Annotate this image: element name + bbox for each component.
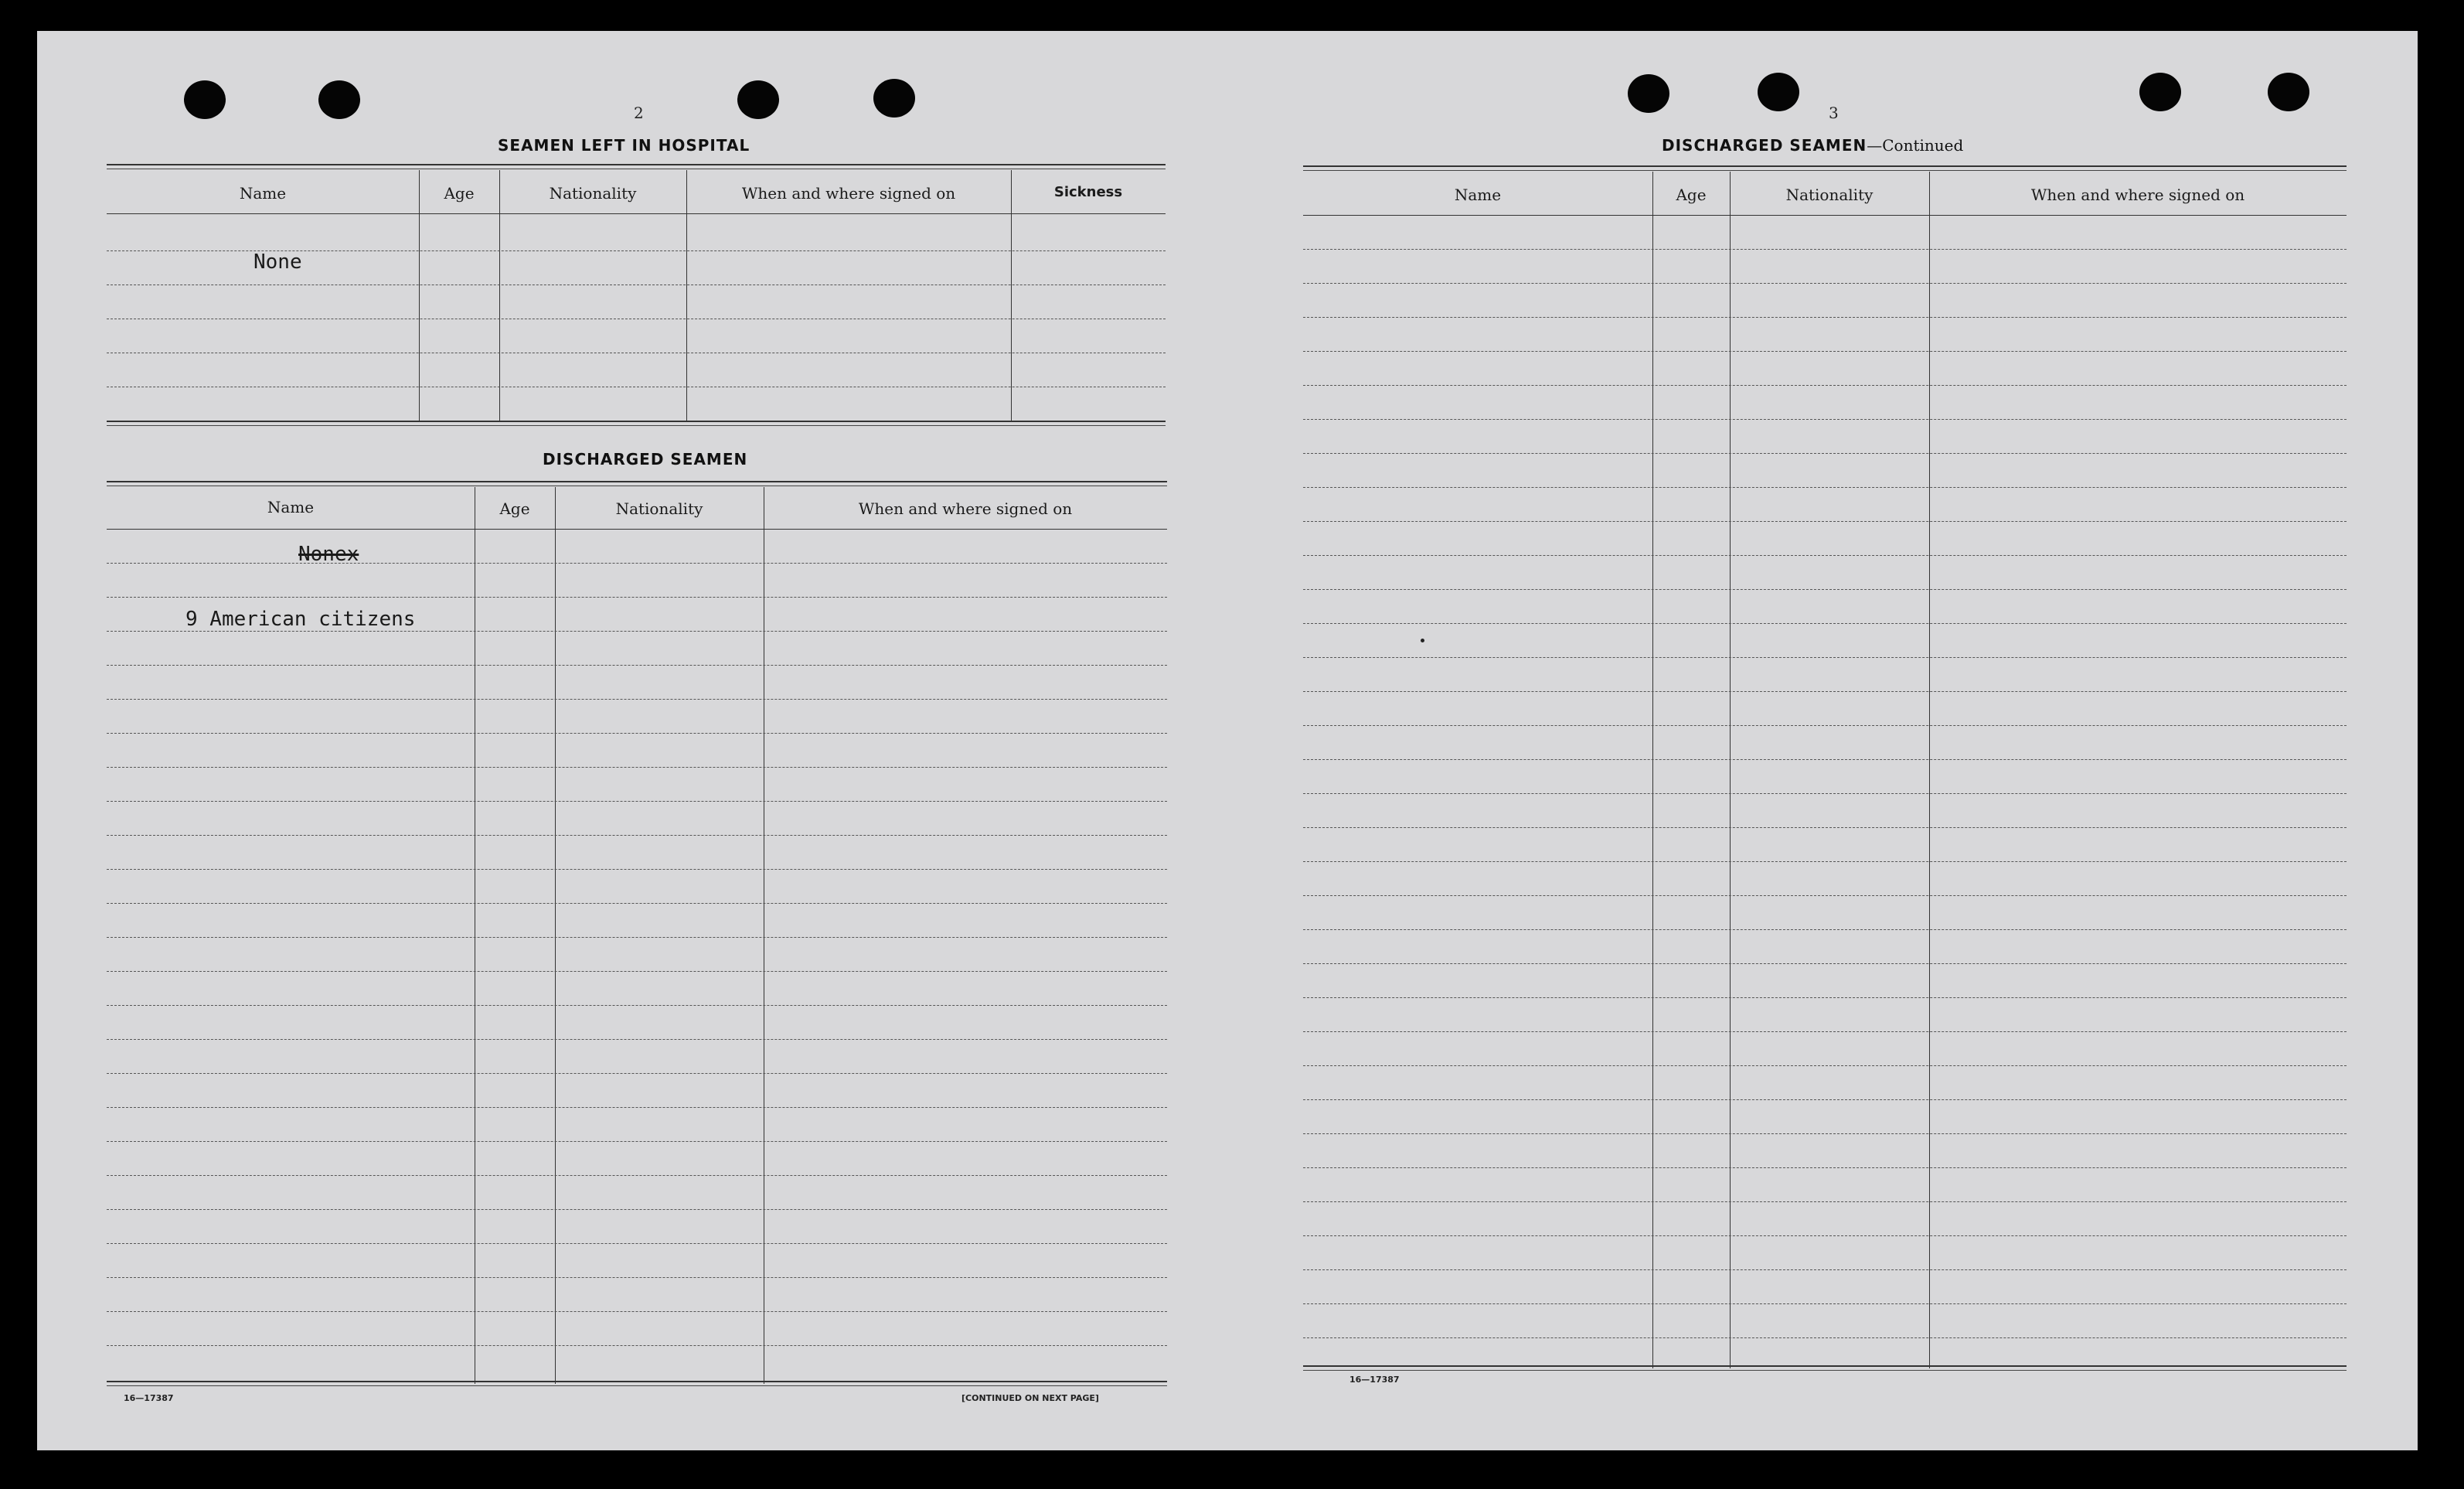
discharged-table-right xyxy=(1303,165,2347,1371)
title-continued: —Continued xyxy=(1867,136,1964,155)
discharged-entry-citizens: 9 American citizens xyxy=(185,608,416,631)
col-header-name: Name xyxy=(267,498,315,516)
punch-hole xyxy=(318,80,360,119)
title-main: DISCHARGED SEAMEN xyxy=(1662,136,1867,155)
punch-hole xyxy=(873,79,915,118)
col-header-age: Age xyxy=(444,184,475,203)
punch-hole xyxy=(737,80,779,119)
discharged-continued-title xyxy=(1662,136,1963,155)
page-number-right: 3 xyxy=(1829,104,1839,122)
col-header-sickness: Sickness xyxy=(1053,184,1123,200)
col-header-age: Age xyxy=(499,499,530,518)
form-number-left: 16—17387 xyxy=(124,1393,174,1403)
hospital-section-title: SEAMEN LEFT IN HOSPITAL xyxy=(498,136,750,155)
col-header-age: Age xyxy=(1676,186,1707,204)
col-header-signed-on: When and where signed on xyxy=(741,184,956,203)
hospital-table xyxy=(107,164,1166,427)
hospital-entry-none: None xyxy=(254,250,302,274)
col-header-nationality: Nationality xyxy=(615,499,703,518)
document-sheet xyxy=(37,31,2418,1450)
continued-note: [CONTINUED ON NEXT PAGE] xyxy=(961,1393,1099,1403)
col-header-nationality: Nationality xyxy=(1785,186,1874,204)
col-header-signed-on: When and where signed on xyxy=(858,499,1073,518)
col-header-nationality: Nationality xyxy=(549,184,637,203)
punch-hole xyxy=(1758,73,1799,111)
punch-hole xyxy=(2139,73,2181,111)
col-header-name: Name xyxy=(239,184,287,203)
ink-speck xyxy=(1421,639,1424,642)
col-header-name: Name xyxy=(1454,186,1502,204)
punch-hole xyxy=(184,80,226,119)
punch-hole xyxy=(1628,74,1669,113)
page-number-left: 2 xyxy=(634,104,644,122)
form-number-right: 16—17387 xyxy=(1349,1375,1400,1385)
discharged-section-title: DISCHARGED SEAMEN xyxy=(543,450,748,469)
discharged-entry-struck: Nonex xyxy=(298,543,359,566)
col-header-signed-on: When and where signed on xyxy=(2030,186,2245,204)
punch-hole xyxy=(2268,73,2309,111)
